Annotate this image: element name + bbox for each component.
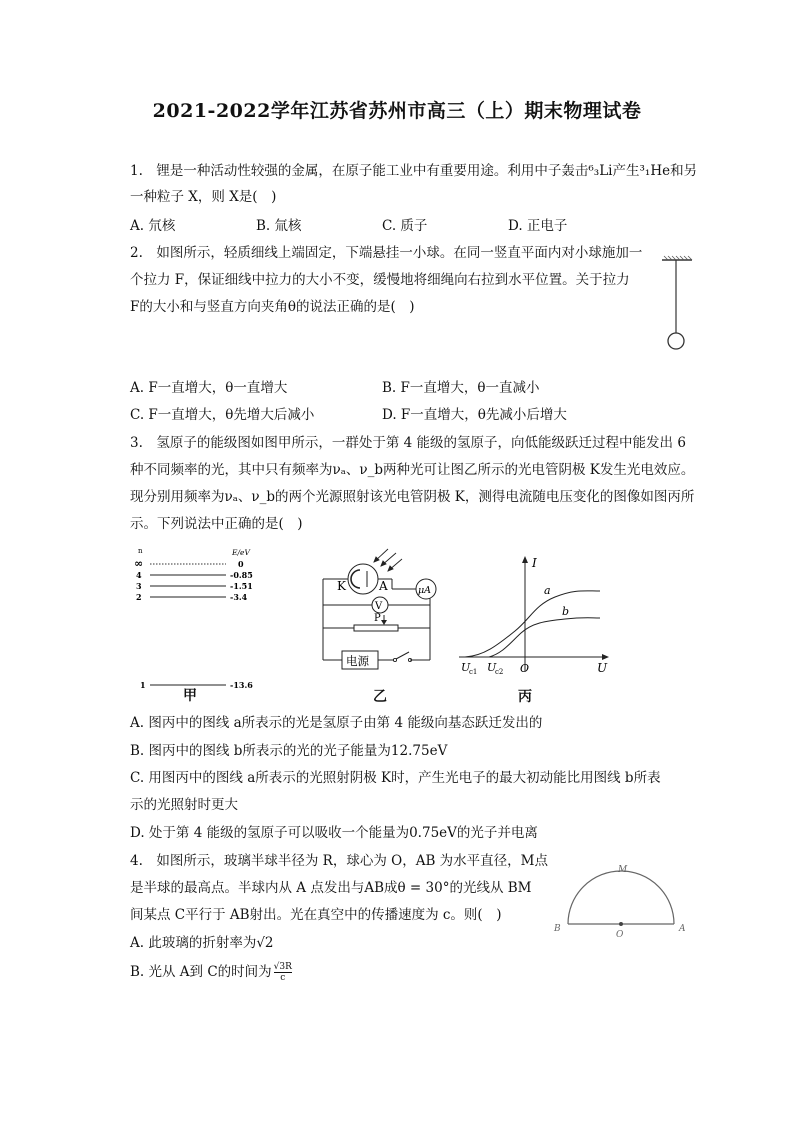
uc1-label: U bbox=[461, 661, 471, 674]
level-3-n: 3 bbox=[136, 581, 142, 591]
q1-text: 1. 锂是一种活动性较强的金属，在原子能工业中有重要用途。利用中子轰击 bbox=[130, 163, 589, 179]
energy-level-figure bbox=[128, 543, 278, 693]
q1-option-b[interactable]: B. 氚核 bbox=[256, 218, 302, 234]
q1-line1 bbox=[130, 161, 697, 181]
q3-option-b[interactable]: B. 图丙中的图线 b所表示的光的光子能量为12.75eV bbox=[130, 743, 448, 759]
uc2-label: U bbox=[487, 661, 497, 674]
curve-a bbox=[465, 591, 600, 657]
center-o-dot bbox=[619, 922, 623, 926]
pendulum-figure bbox=[658, 252, 698, 352]
q1-option-c[interactable]: C. 质子 bbox=[382, 218, 428, 234]
q1-nuclide-he: ³₁He bbox=[639, 163, 671, 179]
point-m-label: M bbox=[618, 865, 628, 875]
q3-line1: 3. 氢原子的能级图如图甲所示，一群处于第 4 能级的氢原子，向低能级跃迁过程中能发出 6 bbox=[130, 435, 686, 451]
hemisphere-arc bbox=[568, 871, 674, 924]
light-arrows bbox=[374, 549, 402, 571]
q2-option-d[interactable]: D. F一直增大，θ先减小后增大 bbox=[382, 407, 567, 423]
voltmeter-label: V bbox=[375, 601, 383, 612]
q2-option-b[interactable]: B. F一直增大，θ一直减小 bbox=[382, 380, 540, 396]
figure-jia-caption: 甲 bbox=[183, 688, 197, 704]
level-4-e: -0.85 bbox=[230, 570, 253, 580]
q4-line1: 4. 如图所示，玻璃半球半径为 R，球心为 O，AB 为水平直径，M点 bbox=[130, 853, 548, 869]
current-voltage-figure bbox=[455, 553, 615, 678]
level-2-n: 2 bbox=[136, 592, 142, 602]
q3-line2: 种不同频率的光，其中只有频率为νₐ、ν_b两种光可让图乙所示的光电管阴极 K发生光电效应。 bbox=[130, 462, 695, 478]
level-3-e: -1.51 bbox=[230, 581, 253, 591]
slider-p-label: P bbox=[374, 613, 381, 624]
cathode-arc bbox=[351, 570, 360, 588]
level-1-n: 1 bbox=[140, 680, 146, 690]
q4-option-a[interactable]: A. 此玻璃的折射率为√2 bbox=[130, 935, 274, 951]
q4-fraction bbox=[274, 962, 292, 983]
q2-line1: 2. 如图所示，轻质细线上端固定，下端悬挂一小球。在同一竖直平面内对小球施加一 bbox=[130, 245, 643, 261]
i-axis-arrow bbox=[522, 556, 528, 563]
q3-option-d[interactable]: D. 处于第 4 能级的氢原子可以吸收一个能量为0.75eV的光子并电离 bbox=[130, 825, 538, 841]
uc1-subscript: c1 bbox=[469, 668, 478, 676]
figure-yi-caption: 乙 bbox=[373, 689, 387, 705]
phototube-circle bbox=[348, 564, 378, 594]
slider-arrow bbox=[381, 620, 387, 625]
level-4-n: 4 bbox=[136, 570, 142, 580]
level-inf-n: ∞ bbox=[134, 557, 144, 570]
anode-a-label: A bbox=[379, 579, 388, 593]
q4-line2: 是半球的最高点。半球内从 A 点发出与AB成θ = 30°的光线从 BM bbox=[130, 880, 532, 896]
q3-line3: 现分别用频率为νₐ、ν_b的两个光源照射该光电管阴极 K，测得电流随电压变化的图像如图丙所 bbox=[130, 489, 695, 505]
energy-unit-label: E/eV bbox=[232, 548, 250, 557]
q1-nuclide-li: ⁶₃Li bbox=[588, 163, 613, 179]
q1-option-a[interactable]: A. 氘核 bbox=[130, 218, 176, 234]
q1-text-tail: 和另 bbox=[670, 163, 698, 179]
q3-option-c[interactable]: C. 用图丙中的图线 a所表示的光照射阴极 K时，产生光电子的最大初动能比用图线 b所表 bbox=[130, 770, 661, 786]
curve-a-label: a bbox=[544, 584, 551, 597]
q1-line2: 一种粒子 X，则 X是( ) bbox=[130, 189, 277, 205]
point-a-label: A bbox=[679, 924, 686, 934]
level-inf-e: 0 bbox=[238, 559, 244, 569]
uc2-subscript: c2 bbox=[495, 668, 504, 676]
hemisphere-figure bbox=[548, 862, 698, 944]
q4-fraction-num: √3R bbox=[273, 962, 292, 972]
page-title: 2021-2022学年江苏省苏州市高三（上）期末物理试卷 bbox=[152, 100, 642, 122]
u-axis-label: U bbox=[597, 661, 608, 675]
q2-line3: F的大小和与竖直方向夹角θ的说法正确的是( ) bbox=[130, 299, 415, 315]
q4-option-b[interactable] bbox=[130, 962, 292, 983]
switch-blade bbox=[396, 652, 409, 659]
q3-option-c-cont: 示的光照射时更大 bbox=[130, 797, 238, 813]
i-axis-label: I bbox=[532, 556, 537, 570]
q4-fraction-den: c bbox=[280, 973, 286, 983]
rheostat-rect bbox=[354, 625, 398, 631]
q4-line3: 间某点 C平行于 AB射出。光在真空中的传播速度为 c。则( ) bbox=[130, 907, 502, 923]
point-o-label: O bbox=[616, 930, 624, 940]
n-label: n bbox=[138, 547, 143, 555]
q2-line2: 个拉力 F，保证细线中拉力的大小不变，缓慢地将细绳向右拉到水平位置。关于拉力 bbox=[130, 272, 630, 288]
q3-option-a[interactable]: A. 图丙中的图线 a所表示的光是氢原子由第 4 能级向基态跃迁发出的 bbox=[130, 715, 543, 731]
point-b-label: B bbox=[554, 924, 561, 934]
curve-b-label: b bbox=[562, 605, 570, 618]
q3-line4: 示。下列说法中正确的是( ) bbox=[130, 516, 303, 532]
microammeter-label: μA bbox=[418, 585, 432, 596]
origin-label: O bbox=[520, 662, 530, 675]
figure-bing-caption: 丙 bbox=[518, 689, 532, 705]
photocell-circuit-figure bbox=[318, 545, 446, 685]
level-1-e: -13.6 bbox=[230, 680, 253, 690]
cathode-k-label: K bbox=[337, 579, 346, 593]
u-axis-arrow bbox=[602, 654, 609, 660]
level-2-e: -3.4 bbox=[230, 592, 248, 602]
ball-circle bbox=[668, 333, 684, 349]
q2-option-c[interactable]: C. F一直增大，θ先增大后减小 bbox=[130, 407, 315, 423]
power-supply-label: 电源 bbox=[346, 654, 369, 668]
curve-b bbox=[489, 618, 600, 657]
q2-option-a[interactable]: A. F一直增大，θ一直增大 bbox=[130, 380, 288, 396]
q1-option-d[interactable]: D. 正电子 bbox=[508, 218, 568, 234]
q1-text-mid: 产生 bbox=[612, 163, 640, 179]
q4-option-b-text: B. 光从 A到 C的时间为 bbox=[130, 964, 272, 980]
